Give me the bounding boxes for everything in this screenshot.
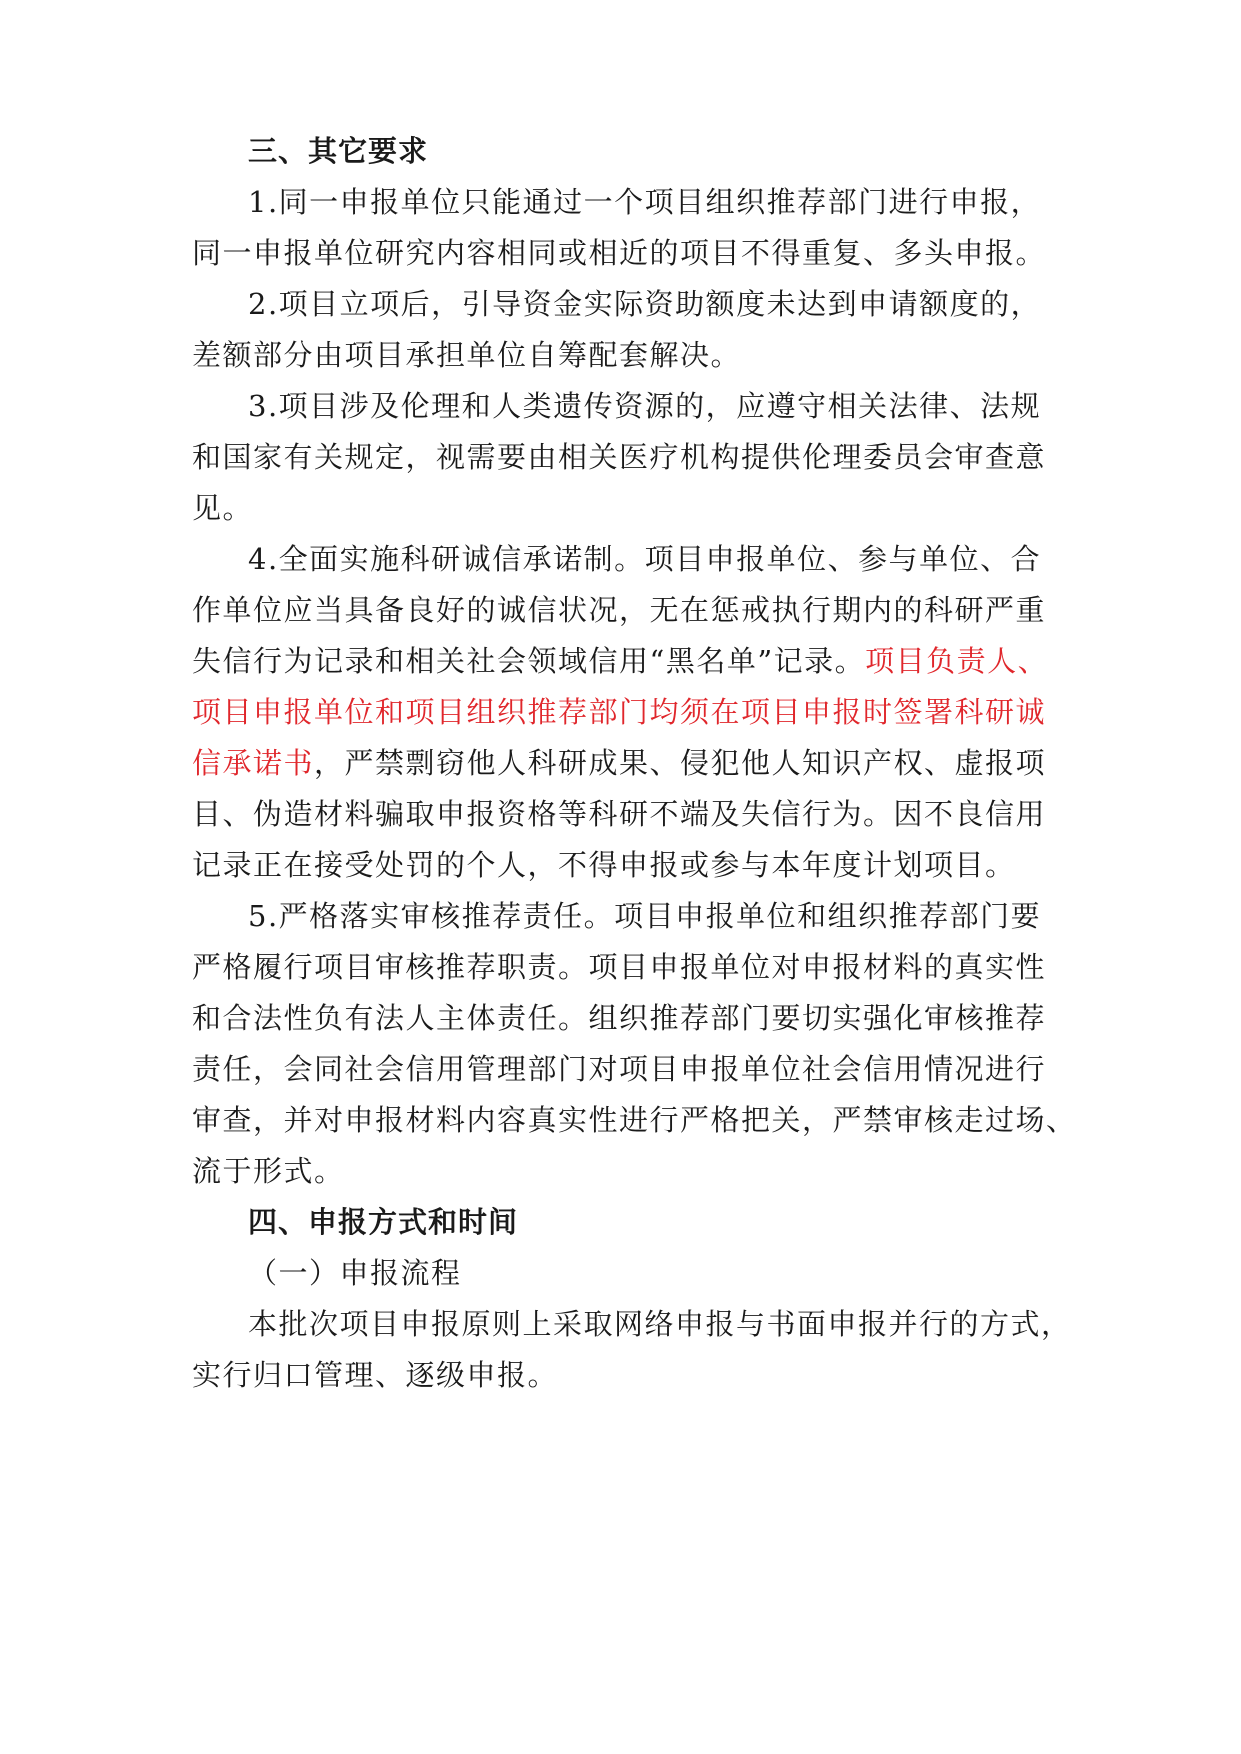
item5-line1: 5.严格落实审核推荐责任。项目申报单位和组织推荐部门要 <box>248 899 1042 933</box>
item5-line2: 严格履行项目审核推荐职责。项目申报单位对申报材料的真实性 <box>192 950 1047 984</box>
item4-line7: 记录正在接受处罚的个人，不得申报或参与本年度计划项目。 <box>192 848 1016 882</box>
item4-line2: 作单位应当具备良好的诚信状况，无在惩戒执行期内的科研严重 <box>192 593 1047 627</box>
item4-line4-highlight: 项目申报单位和项目组织推荐部门均须在项目申报时签署科研诚 <box>192 695 1047 729</box>
item1-line2: 同一申报单位研究内容相同或相近的项目不得重复、多头申报。 <box>192 236 1047 270</box>
item1-line1: 1.同一申报单位只能通过一个项目组织推荐部门进行申报， <box>248 185 1042 219</box>
item5-line5: 审查，并对申报材料内容真实性进行严格把关，严禁审核走过场、 <box>192 1103 1077 1137</box>
item3-line3: 见。 <box>192 491 254 525</box>
item3-line1: 3.项目涉及伦理和人类遗传资源的，应遵守相关法律、法规 <box>248 389 1042 423</box>
subheading-process: （一）申报流程 <box>248 1256 462 1290</box>
process-line2: 实行归口管理、逐级申报。 <box>192 1358 559 1392</box>
item4-line3-text: 失信行为记录和相关社会领域信用“黑名单”记录。 <box>192 644 866 678</box>
item5-line4: 责任，会同社会信用管理部门对项目申报单位社会信用情况进行 <box>192 1052 1047 1086</box>
section-heading-submission: 四、申报方式和时间 <box>248 1205 519 1239</box>
item4-line1: 4.全面实施科研诚信承诺制。项目申报单位、参与单位、合 <box>248 542 1042 576</box>
item2-line1: 2.项目立项后，引导资金实际资助额度未达到申请额度的， <box>248 287 1042 321</box>
section-heading-other-requirements: 三、其它要求 <box>248 134 429 168</box>
item4-line3 <box>192 641 1048 681</box>
item4-line5-highlight: 信承诺书 <box>192 746 315 780</box>
process-line1: 本批次项目申报原则上采取网络申报与书面申报并行的方式， <box>248 1307 1072 1341</box>
item5-line6: 流于形式。 <box>192 1154 345 1188</box>
item4-line3-highlight: 项目负责人、 <box>865 644 1049 678</box>
item4-line5-text: ，严禁剽窃他人科研成果、侵犯他人知识产权、虚报项 <box>314 746 1047 780</box>
item2-line2: 差额部分由项目承担单位自筹配套解决。 <box>192 338 742 372</box>
item5-line3: 和合法性负有法人主体责任。组织推荐部门要切实强化审核推荐 <box>192 1001 1047 1035</box>
item4-line5 <box>192 743 1046 783</box>
item4-line6: 目、伪造材料骗取申报资格等科研不端及失信行为。因不良信用 <box>192 797 1047 831</box>
item3-line2: 和国家有关规定，视需要由相关医疗机构提供伦理委员会审查意 <box>192 440 1047 474</box>
